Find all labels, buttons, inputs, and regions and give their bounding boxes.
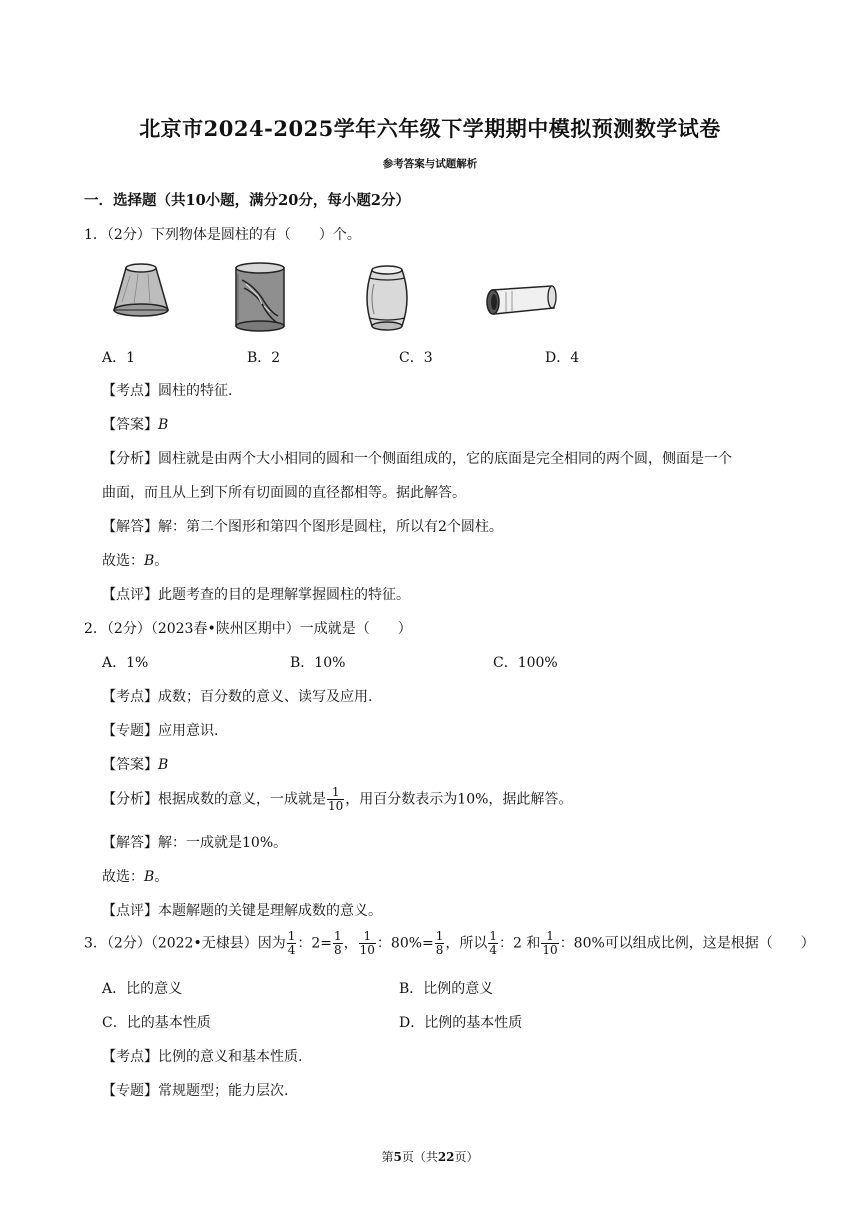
q1-fenxi-line1: 【分析】圆柱就是由两个大小相同的圆和一个侧面组成的，它的底面是完全相同的两个圆，侧面是一个 — [102, 451, 732, 467]
q2-kaodian: 【考点】成数；百分数的意义、读写及应用. — [102, 689, 373, 705]
q2-answer: 【答案】B — [102, 757, 169, 773]
q1-option-d: D．4 — [545, 350, 580, 366]
q1-jieda: 【解答】解：第二个图形和第四个图形是圆柱，所以有2个圆柱。 — [102, 519, 503, 535]
fraction: $\frac{1}{8}$ — [435, 929, 444, 957]
q1-kaodian: 【考点】圆柱的特征. — [102, 383, 233, 399]
q2-zhuanti: 【专题】应用意识. — [102, 723, 219, 739]
page-total: 22 — [437, 1150, 455, 1164]
page-title: 北京市2024-2025学年六年级下学期期中模拟预测数学试卷 — [139, 116, 721, 141]
q3-option-d: D．比例的基本性质 — [399, 1015, 523, 1031]
fraction-one-tenth: $\frac{1}{10}$ — [328, 785, 344, 813]
tube-figure — [482, 282, 562, 320]
page-footer: 第5页（共22页） — [381, 1150, 479, 1164]
fraction: $\frac{1}{10}$ — [359, 929, 375, 957]
q1-guxuan: 故选：B。 — [102, 553, 169, 569]
fraction: $\frac{1}{8}$ — [333, 929, 342, 957]
barrel-figure — [362, 262, 412, 334]
q3-kaodian: 【考点】比例的意义和基本性质. — [102, 1049, 303, 1065]
q1-option-c: C．3 — [399, 350, 433, 366]
q2-dianping: 【点评】本题解题的关键是理解成数的意义。 — [102, 903, 382, 919]
section-heading: 一．选择题（共10小题，满分20分，每小题2分） — [84, 192, 410, 209]
fraction: $\frac{1}{4}$ — [489, 929, 498, 957]
q1-option-a: A．1 — [102, 350, 136, 366]
page-number: 5 — [393, 1150, 402, 1164]
question-1-stem: 1．（2分）下列物体是圆柱的有（ ）个。 — [84, 227, 361, 243]
q3-option-c: C．比的基本性质 — [102, 1015, 211, 1031]
q3-option-b: B．比例的意义 — [399, 981, 494, 997]
q2-jieda: 【解答】解：一成就是10%。 — [102, 835, 288, 851]
q1-dianping: 【点评】此题考查的目的是理解掌握圆柱的特征。 — [102, 587, 410, 603]
page-subtitle: 参考答案与试题解析 — [382, 158, 478, 170]
fraction: $\frac{1}{4}$ — [287, 929, 296, 957]
q2-option-c: C．100% — [493, 655, 558, 671]
frustum-figure — [110, 262, 172, 318]
q1-answer: 【答案】B — [102, 417, 169, 433]
cylinder-figure — [232, 260, 288, 334]
question-2-stem: 2．（2分）（2023春•陕州区期中）一成就是（ ） — [84, 621, 412, 637]
q1-fenxi-line2: 曲面，而且从上到下所有切面圆的直径都相等。据此解答。 — [102, 485, 466, 501]
question-3-stem: 3．（2分）（2022•无棣县）因为 $\frac{1}{4}$ ：2= $\frac{1}{8}$ ， $\frac{1}{10}$ ：80%= $\frac{1}{8}$ ，所以 $\frac{1}{4}$ ：2 和 $\frac{1}{10}$ ：80%可以组成比例，这是根据（ ） — [84, 929, 815, 957]
q3-option-a: A．比的意义 — [102, 981, 183, 997]
fraction: $\frac{1}{10}$ — [542, 929, 558, 957]
q2-option-a: A．1% — [102, 655, 149, 671]
q2-fenxi: 【分析】根据成数的意义，一成就是 $\frac{1}{10}$ ，用百分数表示为10%，据此解答。 — [102, 785, 573, 813]
q2-guxuan: 故选：B。 — [102, 869, 169, 885]
q1-option-b: B．2 — [247, 350, 281, 366]
q3-zhuanti: 【专题】常规题型；能力层次. — [102, 1083, 289, 1099]
q2-option-b: B．10% — [290, 655, 346, 671]
